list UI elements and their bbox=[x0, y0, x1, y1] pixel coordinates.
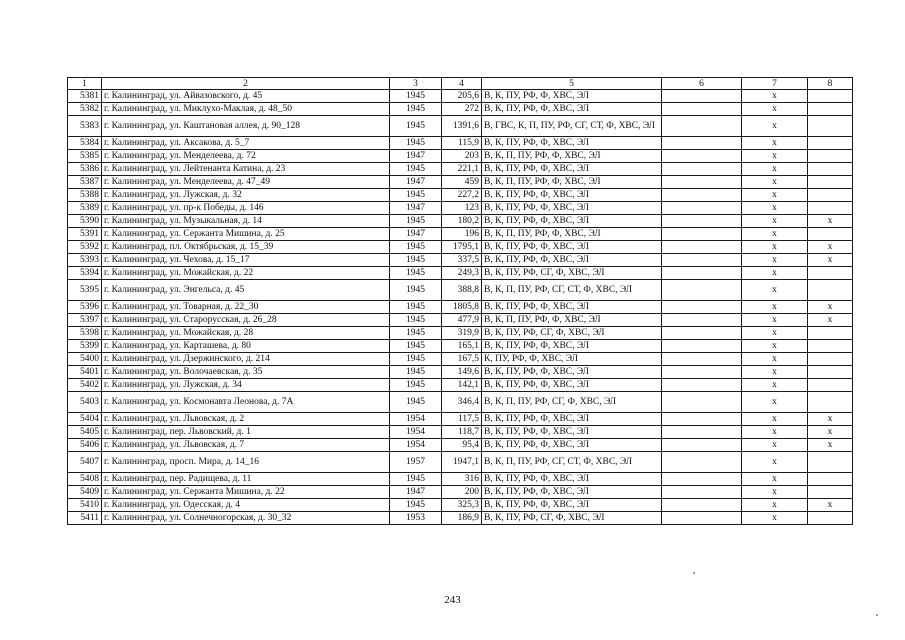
address-cell: г. Калининград, ул. Айвазовского, д. 45 bbox=[102, 90, 390, 103]
area-cell: 167,5 bbox=[442, 353, 482, 366]
address-cell: г. Калининград, ул. Волочаевская, д. 35 bbox=[102, 366, 390, 379]
year-cell: 1947 bbox=[390, 202, 442, 215]
table-row bbox=[68, 314, 853, 327]
column-6-cell bbox=[662, 301, 742, 314]
address-cell: г. Калининград, ул. Львовская, д. 2 bbox=[102, 413, 390, 426]
row-number: 5395 bbox=[68, 280, 102, 301]
column-8-mark: x bbox=[808, 241, 853, 254]
systems-cell: В, К, ПУ, РФ, Ф, ХВС, ЭЛ bbox=[482, 439, 662, 452]
column-8-mark: x bbox=[808, 314, 853, 327]
area-cell: 1805,8 bbox=[442, 301, 482, 314]
address-cell: г. Калининград, ул. Можайская, д. 28 bbox=[102, 327, 390, 340]
table-row bbox=[68, 340, 853, 353]
address-cell: г. Калининград, пер. Радищева, д. 11 bbox=[102, 473, 390, 486]
area-cell: 319,9 bbox=[442, 327, 482, 340]
area-cell: 346,4 bbox=[442, 392, 482, 413]
row-number: 5390 bbox=[68, 215, 102, 228]
systems-cell: В, К, ПУ, РФ, Ф, ХВС, ЭЛ bbox=[482, 137, 662, 150]
systems-cell: В, К, ПУ, РФ, Ф, ХВС, ЭЛ bbox=[482, 340, 662, 353]
year-cell: 1945 bbox=[390, 103, 442, 116]
area-cell: 117,5 bbox=[442, 413, 482, 426]
year-cell: 1945 bbox=[390, 327, 442, 340]
column-8-mark: x bbox=[808, 413, 853, 426]
table-row bbox=[68, 301, 853, 314]
column-header: 8 bbox=[808, 78, 853, 90]
area-cell: 123 bbox=[442, 202, 482, 215]
year-cell: 1945 bbox=[390, 473, 442, 486]
systems-cell: В, К, ПУ, РФ, Ф, ХВС, ЭЛ bbox=[482, 215, 662, 228]
systems-cell: В, К, ПУ, РФ, Ф, ХВС, ЭЛ bbox=[482, 241, 662, 254]
address-cell: г. Калининград, ул. Чехова, д. 15_17 bbox=[102, 254, 390, 267]
row-number: 5398 bbox=[68, 327, 102, 340]
area-cell: 142,1 bbox=[442, 379, 482, 392]
column-7-mark: x bbox=[742, 215, 808, 228]
year-cell: 1945 bbox=[390, 379, 442, 392]
systems-cell: В, К, ПУ, РФ, Ф, ХВС, ЭЛ bbox=[482, 301, 662, 314]
table-row bbox=[68, 426, 853, 439]
column-7-mark: x bbox=[742, 379, 808, 392]
area-cell: 249,3 bbox=[442, 267, 482, 280]
systems-cell: В, К, П, ПУ, РФ, Ф, ХВС, ЭЛ bbox=[482, 228, 662, 241]
area-cell: 1795,1 bbox=[442, 241, 482, 254]
table-row bbox=[68, 254, 853, 267]
column-8-mark bbox=[808, 452, 853, 473]
systems-cell: В, К, ПУ, РФ, СГ, Ф, ХВС, ЭЛ bbox=[482, 512, 662, 525]
area-cell: 149,6 bbox=[442, 366, 482, 379]
row-number: 5405 bbox=[68, 426, 102, 439]
year-cell: 1945 bbox=[390, 215, 442, 228]
year-cell: 1957 bbox=[390, 452, 442, 473]
column-header: 4 bbox=[442, 78, 482, 90]
table-row bbox=[68, 413, 853, 426]
table-row bbox=[68, 353, 853, 366]
column-8-mark bbox=[808, 366, 853, 379]
area-cell: 165,1 bbox=[442, 340, 482, 353]
column-8-mark bbox=[808, 176, 853, 189]
row-number: 5404 bbox=[68, 413, 102, 426]
address-cell: г. Калининград, ул. Менделеева, д. 47_49 bbox=[102, 176, 390, 189]
row-number: 5400 bbox=[68, 353, 102, 366]
area-cell: 337,5 bbox=[442, 254, 482, 267]
area-cell: 196 bbox=[442, 228, 482, 241]
systems-cell: В, К, ПУ, РФ, Ф, ХВС, ЭЛ bbox=[482, 486, 662, 499]
column-8-mark bbox=[808, 116, 853, 137]
address-cell: г. Калининград, ул. Лужская, д. 32 bbox=[102, 189, 390, 202]
column-7-mark: x bbox=[742, 499, 808, 512]
column-6-cell bbox=[662, 267, 742, 280]
column-7-mark: x bbox=[742, 116, 808, 137]
column-7-mark: x bbox=[742, 163, 808, 176]
row-number: 5382 bbox=[68, 103, 102, 116]
column-6-cell bbox=[662, 512, 742, 525]
scan-speck bbox=[693, 572, 695, 574]
row-number: 5393 bbox=[68, 254, 102, 267]
column-8-mark bbox=[808, 340, 853, 353]
systems-cell: В, К, ПУ, РФ, Ф, ХВС, ЭЛ bbox=[482, 90, 662, 103]
row-number: 5387 bbox=[68, 176, 102, 189]
table-header-row bbox=[68, 78, 853, 90]
column-7-mark: x bbox=[742, 90, 808, 103]
row-number: 5389 bbox=[68, 202, 102, 215]
column-7-mark: x bbox=[742, 137, 808, 150]
address-cell: г. Калининград, ул. Солнечногорская, д. 30_32 bbox=[102, 512, 390, 525]
year-cell: 1947 bbox=[390, 176, 442, 189]
column-6-cell bbox=[662, 254, 742, 267]
table-row bbox=[68, 228, 853, 241]
column-8-mark bbox=[808, 486, 853, 499]
year-cell: 1945 bbox=[390, 499, 442, 512]
area-cell: 221,1 bbox=[442, 163, 482, 176]
systems-cell: В, К, ПУ, РФ, Ф, ХВС, ЭЛ bbox=[482, 254, 662, 267]
row-number: 5411 bbox=[68, 512, 102, 525]
column-8-mark bbox=[808, 473, 853, 486]
row-number: 5399 bbox=[68, 340, 102, 353]
area-cell: 200 bbox=[442, 486, 482, 499]
area-cell: 95,4 bbox=[442, 439, 482, 452]
table-row bbox=[68, 202, 853, 215]
column-7-mark: x bbox=[742, 486, 808, 499]
year-cell: 1945 bbox=[390, 254, 442, 267]
year-cell: 1945 bbox=[390, 392, 442, 413]
systems-cell: В, К, ПУ, РФ, СГ, Ф, ХВС, ЭЛ bbox=[482, 267, 662, 280]
year-cell: 1945 bbox=[390, 267, 442, 280]
column-6-cell bbox=[662, 413, 742, 426]
systems-cell: В, К, ПУ, РФ, Ф, ХВС, ЭЛ bbox=[482, 499, 662, 512]
page-number: 243 bbox=[444, 594, 461, 606]
table-row bbox=[68, 241, 853, 254]
table-row bbox=[68, 215, 853, 228]
row-number: 5396 bbox=[68, 301, 102, 314]
table-row bbox=[68, 150, 853, 163]
area-cell: 325,3 bbox=[442, 499, 482, 512]
address-cell: г. Калининград, ул. Каштановая аллея, д. 90_128 bbox=[102, 116, 390, 137]
year-cell: 1945 bbox=[390, 280, 442, 301]
column-6-cell bbox=[662, 473, 742, 486]
address-cell: г. Калининград, ул. Одесская, д. 4 bbox=[102, 499, 390, 512]
systems-cell: В, К, П, ПУ, РФ, СГ, СТ, Ф, ХВС, ЭЛ bbox=[482, 452, 662, 473]
address-cell: г. Калининград, ул. Музыкальная, д. 14 bbox=[102, 215, 390, 228]
systems-cell: В, К, ПУ, РФ, СГ, Ф, ХВС, ЭЛ bbox=[482, 327, 662, 340]
column-8-mark: x bbox=[808, 499, 853, 512]
area-cell: 203 bbox=[442, 150, 482, 163]
column-8-mark: x bbox=[808, 301, 853, 314]
address-cell: г. Калининград, ул. Миклухо-Маклая, д. 48_50 bbox=[102, 103, 390, 116]
column-header: 7 bbox=[742, 78, 808, 90]
column-6-cell bbox=[662, 452, 742, 473]
systems-cell: В, К, ПУ, РФ, Ф, ХВС, ЭЛ bbox=[482, 413, 662, 426]
address-cell: г. Калининград, ул. Карташева, д. 80 bbox=[102, 340, 390, 353]
column-7-mark: x bbox=[742, 426, 808, 439]
area-cell: 180,2 bbox=[442, 215, 482, 228]
systems-cell: В, К, ПУ, РФ, Ф, ХВС, ЭЛ bbox=[482, 189, 662, 202]
column-6-cell bbox=[662, 392, 742, 413]
column-6-cell bbox=[662, 90, 742, 103]
column-7-mark: x bbox=[742, 202, 808, 215]
address-cell: г. Калининград, ул. Сержанта Мишина, д. 25 bbox=[102, 228, 390, 241]
row-number: 5386 bbox=[68, 163, 102, 176]
column-7-mark: x bbox=[742, 301, 808, 314]
table-row bbox=[68, 327, 853, 340]
column-6-cell bbox=[662, 366, 742, 379]
address-cell: г. Калининград, ул. Дзержинского, д. 214 bbox=[102, 353, 390, 366]
row-number: 5408 bbox=[68, 473, 102, 486]
address-cell: г. Калининград, ул. Лужская, д. 34 bbox=[102, 379, 390, 392]
table-row bbox=[68, 90, 853, 103]
column-7-mark: x bbox=[742, 241, 808, 254]
table-row bbox=[68, 499, 853, 512]
row-number: 5391 bbox=[68, 228, 102, 241]
column-6-cell bbox=[662, 353, 742, 366]
column-6-cell bbox=[662, 439, 742, 452]
systems-cell: В, К, П, ПУ, РФ, Ф, ХВС, ЭЛ bbox=[482, 176, 662, 189]
table-row bbox=[68, 366, 853, 379]
table-row bbox=[68, 176, 853, 189]
area-cell: 459 bbox=[442, 176, 482, 189]
table-row bbox=[68, 452, 853, 473]
column-7-mark: x bbox=[742, 254, 808, 267]
column-8-mark bbox=[808, 228, 853, 241]
systems-cell: В, К, ПУ, РФ, Ф, ХВС, ЭЛ bbox=[482, 202, 662, 215]
column-7-mark: x bbox=[742, 452, 808, 473]
column-6-cell bbox=[662, 379, 742, 392]
column-8-mark: x bbox=[808, 215, 853, 228]
systems-cell: В, К, П, ПУ, РФ, СГ, СТ, Ф, ХВС, ЭЛ bbox=[482, 280, 662, 301]
row-number: 5403 bbox=[68, 392, 102, 413]
address-cell: г. Калининград, ул. Сержанта Мишина, д. 22 bbox=[102, 486, 390, 499]
column-8-mark bbox=[808, 202, 853, 215]
address-cell: г. Калининград, пл. Октябрьская, д. 15_39 bbox=[102, 241, 390, 254]
area-cell: 1947,1 bbox=[442, 452, 482, 473]
column-6-cell bbox=[662, 215, 742, 228]
address-cell: г. Калининград, пер. Львовский, д. 1 bbox=[102, 426, 390, 439]
column-header: 3 bbox=[390, 78, 442, 90]
table-row bbox=[68, 189, 853, 202]
column-6-cell bbox=[662, 150, 742, 163]
column-8-mark: x bbox=[808, 439, 853, 452]
column-7-mark: x bbox=[742, 176, 808, 189]
address-cell: г. Калининград, ул. Лейтенанта Катина, д. 23 bbox=[102, 163, 390, 176]
systems-cell: В, К, П, ПУ, РФ, Ф, ХВС, ЭЛ bbox=[482, 314, 662, 327]
column-8-mark bbox=[808, 379, 853, 392]
column-header: 6 bbox=[662, 78, 742, 90]
year-cell: 1945 bbox=[390, 163, 442, 176]
systems-cell: В, К, ПУ, РФ, Ф, ХВС, ЭЛ bbox=[482, 426, 662, 439]
table-row bbox=[68, 267, 853, 280]
column-7-mark: x bbox=[742, 280, 808, 301]
systems-cell: К, ПУ, РФ, Ф, ХВС, ЭЛ bbox=[482, 353, 662, 366]
column-8-mark bbox=[808, 150, 853, 163]
systems-cell: В, К, ПУ, РФ, Ф, ХВС, ЭЛ bbox=[482, 366, 662, 379]
column-7-mark: x bbox=[742, 150, 808, 163]
column-8-mark: x bbox=[808, 254, 853, 267]
address-cell: г. Калининград, ул. Энгельса, д. 45 bbox=[102, 280, 390, 301]
table-row bbox=[68, 473, 853, 486]
column-6-cell bbox=[662, 280, 742, 301]
column-6-cell bbox=[662, 327, 742, 340]
column-6-cell bbox=[662, 340, 742, 353]
column-8-mark bbox=[808, 512, 853, 525]
table-row bbox=[68, 137, 853, 150]
column-7-mark: x bbox=[742, 327, 808, 340]
year-cell: 1945 bbox=[390, 189, 442, 202]
row-number: 5381 bbox=[68, 90, 102, 103]
address-cell: г. Калининград, просп. Мира, д. 14_16 bbox=[102, 452, 390, 473]
column-8-mark bbox=[808, 90, 853, 103]
year-cell: 1945 bbox=[390, 301, 442, 314]
year-cell: 1947 bbox=[390, 486, 442, 499]
column-6-cell bbox=[662, 426, 742, 439]
column-7-mark: x bbox=[742, 366, 808, 379]
systems-cell: В, К, ПУ, РФ, Ф, ХВС, ЭЛ bbox=[482, 379, 662, 392]
area-cell: 186,9 bbox=[442, 512, 482, 525]
column-8-mark bbox=[808, 189, 853, 202]
table-row bbox=[68, 103, 853, 116]
area-cell: 227,2 bbox=[442, 189, 482, 202]
systems-cell: В, ГВС, К, П, ПУ, РФ, СГ, СТ, Ф, ХВС, ЭЛ bbox=[482, 116, 662, 137]
column-7-mark: x bbox=[742, 512, 808, 525]
column-7-mark: x bbox=[742, 103, 808, 116]
column-6-cell bbox=[662, 499, 742, 512]
table-row bbox=[68, 280, 853, 301]
column-6-cell bbox=[662, 241, 742, 254]
address-cell: г. Калининград, ул. Товарная, д. 22_30 bbox=[102, 301, 390, 314]
area-cell: 115,9 bbox=[442, 137, 482, 150]
column-8-mark bbox=[808, 392, 853, 413]
column-6-cell bbox=[662, 202, 742, 215]
column-7-mark: x bbox=[742, 267, 808, 280]
year-cell: 1945 bbox=[390, 340, 442, 353]
systems-cell: В, К, ПУ, РФ, Ф, ХВС, ЭЛ bbox=[482, 103, 662, 116]
year-cell: 1945 bbox=[390, 90, 442, 103]
row-number: 5401 bbox=[68, 366, 102, 379]
address-cell: г. Калининград, ул. Старорусская, д. 26_28 bbox=[102, 314, 390, 327]
year-cell: 1945 bbox=[390, 241, 442, 254]
column-8-mark bbox=[808, 103, 853, 116]
table-row bbox=[68, 116, 853, 137]
housing-register-table bbox=[67, 77, 853, 525]
table-row bbox=[68, 439, 853, 452]
column-7-mark: x bbox=[742, 314, 808, 327]
address-cell: г. Калининград, ул. Львовская, д. 7 bbox=[102, 439, 390, 452]
year-cell: 1945 bbox=[390, 314, 442, 327]
column-8-mark bbox=[808, 267, 853, 280]
row-number: 5407 bbox=[68, 452, 102, 473]
column-header: 5 bbox=[482, 78, 662, 90]
row-number: 5402 bbox=[68, 379, 102, 392]
table-row bbox=[68, 163, 853, 176]
row-number: 5388 bbox=[68, 189, 102, 202]
systems-cell: В, К, П, ПУ, РФ, Ф, ХВС, ЭЛ bbox=[482, 150, 662, 163]
table-row bbox=[68, 379, 853, 392]
row-number: 5392 bbox=[68, 241, 102, 254]
area-cell: 272 bbox=[442, 103, 482, 116]
column-7-mark: x bbox=[742, 473, 808, 486]
column-header: 2 bbox=[102, 78, 390, 90]
column-8-mark bbox=[808, 327, 853, 340]
column-6-cell bbox=[662, 228, 742, 241]
column-8-mark bbox=[808, 163, 853, 176]
column-6-cell bbox=[662, 116, 742, 137]
column-7-mark: x bbox=[742, 353, 808, 366]
year-cell: 1945 bbox=[390, 366, 442, 379]
row-number: 5406 bbox=[68, 439, 102, 452]
column-7-mark: x bbox=[742, 439, 808, 452]
row-number: 5394 bbox=[68, 267, 102, 280]
row-number: 5385 bbox=[68, 150, 102, 163]
column-7-mark: x bbox=[742, 189, 808, 202]
row-number: 5383 bbox=[68, 116, 102, 137]
year-cell: 1945 bbox=[390, 137, 442, 150]
year-cell: 1947 bbox=[390, 150, 442, 163]
address-cell: г. Калининград, ул. Можайская, д. 22 bbox=[102, 267, 390, 280]
systems-cell: В, К, ПУ, РФ, Ф, ХВС, ЭЛ bbox=[482, 473, 662, 486]
column-6-cell bbox=[662, 163, 742, 176]
address-cell: г. Калининград, ул. Космонавта Леонова, д. 7А bbox=[102, 392, 390, 413]
column-7-mark: x bbox=[742, 340, 808, 353]
year-cell: 1954 bbox=[390, 413, 442, 426]
area-cell: 1391,6 bbox=[442, 116, 482, 137]
systems-cell: В, К, П, ПУ, РФ, СГ, Ф, ХВС, ЭЛ bbox=[482, 392, 662, 413]
year-cell: 1954 bbox=[390, 426, 442, 439]
row-number: 5397 bbox=[68, 314, 102, 327]
column-8-mark bbox=[808, 353, 853, 366]
column-6-cell bbox=[662, 176, 742, 189]
column-8-mark bbox=[808, 137, 853, 150]
systems-cell: В, К, ПУ, РФ, Ф, ХВС, ЭЛ bbox=[482, 163, 662, 176]
column-header: 1 bbox=[68, 78, 102, 90]
column-7-mark: x bbox=[742, 228, 808, 241]
year-cell: 1947 bbox=[390, 228, 442, 241]
table-row bbox=[68, 486, 853, 499]
row-number: 5410 bbox=[68, 499, 102, 512]
scan-speck bbox=[876, 614, 878, 616]
table-row bbox=[68, 392, 853, 413]
year-cell: 1953 bbox=[390, 512, 442, 525]
column-7-mark: x bbox=[742, 392, 808, 413]
area-cell: 118,7 bbox=[442, 426, 482, 439]
area-cell: 316 bbox=[442, 473, 482, 486]
row-number: 5384 bbox=[68, 137, 102, 150]
area-cell: 388,8 bbox=[442, 280, 482, 301]
area-cell: 205,6 bbox=[442, 90, 482, 103]
column-6-cell bbox=[662, 314, 742, 327]
year-cell: 1954 bbox=[390, 439, 442, 452]
column-6-cell bbox=[662, 189, 742, 202]
address-cell: г. Калининград, ул. Менделеева, д. 72 bbox=[102, 150, 390, 163]
column-7-mark: x bbox=[742, 413, 808, 426]
column-6-cell bbox=[662, 103, 742, 116]
column-6-cell bbox=[662, 137, 742, 150]
address-cell: г. Калининград, ул. пр-к Победы, д. 146 bbox=[102, 202, 390, 215]
row-number: 5409 bbox=[68, 486, 102, 499]
column-6-cell bbox=[662, 486, 742, 499]
year-cell: 1945 bbox=[390, 353, 442, 366]
address-cell: г. Калининград, ул. Аксакова, д. 5_7 bbox=[102, 137, 390, 150]
area-cell: 477,9 bbox=[442, 314, 482, 327]
column-8-mark bbox=[808, 280, 853, 301]
column-8-mark: x bbox=[808, 426, 853, 439]
year-cell: 1945 bbox=[390, 116, 442, 137]
table-row bbox=[68, 512, 853, 525]
